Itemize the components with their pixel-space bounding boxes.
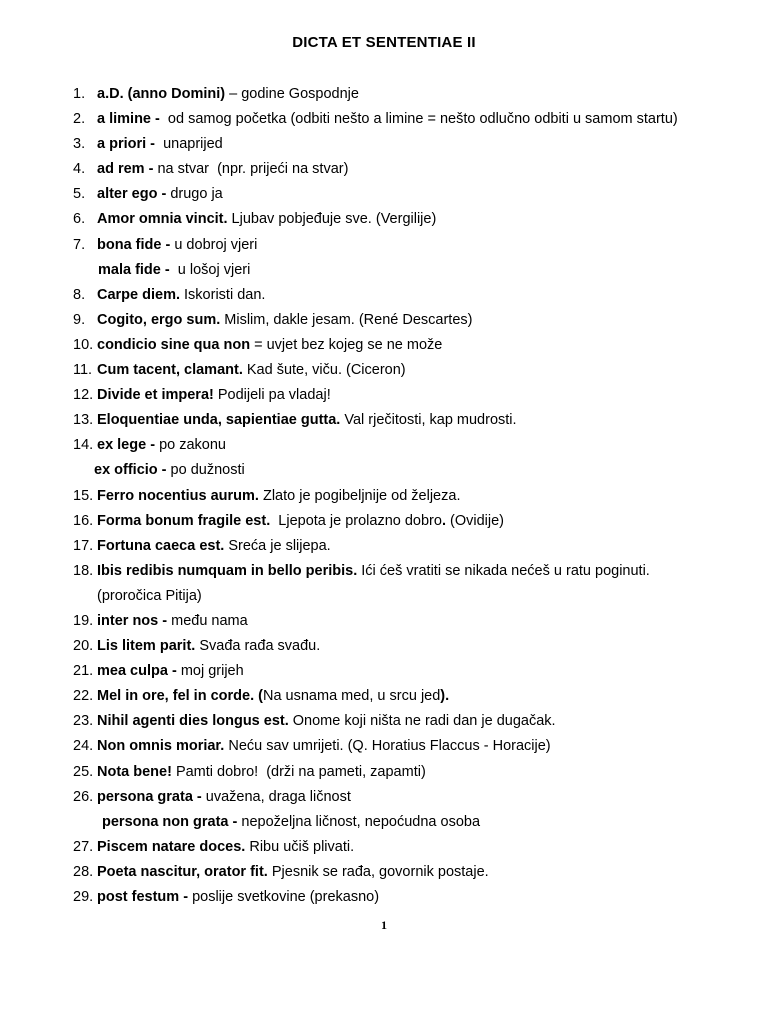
- list-item: [73, 785, 748, 810]
- item-text: [97, 659, 244, 684]
- latin-phrase: Cogito, ergo sum.: [97, 311, 221, 328]
- list-item: [73, 709, 748, 734]
- item-text: [97, 358, 406, 383]
- list-item: [73, 107, 748, 132]
- translation: drugo ja: [170, 186, 223, 203]
- item-text: [97, 484, 460, 509]
- item-number: 24.: [73, 738, 94, 755]
- translation: Iskoristi dan.: [180, 286, 266, 303]
- list-item: [73, 760, 748, 785]
- latin-phrase: Forma bonum fragile est.: [97, 512, 271, 529]
- translation: poslije svetkovine (prekasno): [192, 889, 380, 905]
- list-item: [73, 182, 748, 207]
- translation: = uvjet bez kojeg se ne može: [250, 336, 443, 353]
- list-item-continuation: [73, 810, 748, 835]
- translation: Podijeli pa vladaj!: [213, 387, 331, 404]
- latin-phrase: mala fide -: [98, 261, 174, 278]
- list-item: [73, 559, 748, 584]
- item-text: [97, 308, 472, 333]
- item-number: 12.: [73, 387, 94, 404]
- translation: Val rječitosti, kap mudrosti.: [340, 412, 517, 429]
- translation: Ljepota je prolazno dobro: [270, 512, 442, 529]
- translation: Ići ćeš vratiti se nikada nećeš u ratu poginuti.: [357, 562, 650, 579]
- item-text: [97, 734, 551, 759]
- list-item: [73, 358, 748, 383]
- item-number: 25.: [73, 763, 94, 780]
- list-item: [73, 308, 748, 333]
- item-number: 15.: [73, 487, 94, 504]
- latin-phrase: condicio sine qua non: [97, 336, 251, 353]
- list-item: [73, 233, 748, 258]
- latin-phrase: Eloquentiae unda, sapientiae gutta.: [97, 412, 341, 429]
- item-number: 4.: [73, 161, 86, 178]
- latin-phrase: Cum tacent, clamant.: [97, 362, 243, 379]
- list-item-continuation: [73, 584, 748, 609]
- list-item: [73, 383, 748, 408]
- list-item: [73, 207, 748, 232]
- latin-phrase: ex officio -: [94, 462, 171, 479]
- item-text: [97, 207, 436, 232]
- item-text: [97, 634, 320, 659]
- latin-phrase: Mel in ore, fel in corde. (: [97, 688, 263, 705]
- item-text: [97, 584, 202, 609]
- item-text: [97, 132, 223, 157]
- page-title: DICTA ET SENTENTIAE II: [292, 34, 476, 51]
- page-number: 1: [381, 918, 387, 932]
- list-item: [73, 734, 748, 759]
- item-text: [97, 684, 449, 709]
- list-item-continuation: [73, 258, 748, 283]
- item-text: [97, 408, 517, 433]
- item-number: 14.: [73, 437, 94, 454]
- latin-phrase: ).: [440, 688, 450, 705]
- item-text: [97, 233, 257, 258]
- item-number: 28.: [73, 863, 94, 880]
- translation: po zakonu: [159, 437, 226, 454]
- item-text: [97, 182, 223, 207]
- translation: (Ovidije): [445, 512, 504, 529]
- item-number: 2.: [73, 111, 86, 128]
- translation: Neću sav umrijeti. (Q. Horatius Flaccus - Horacije): [224, 738, 551, 755]
- latin-phrase: .: [441, 512, 446, 529]
- translation: Onome koji ništa ne radi dan je dugačak.: [288, 713, 556, 730]
- latin-phrase: Carpe diem.: [97, 286, 180, 303]
- sentence-list: [73, 82, 748, 910]
- translation: Pjesnik se rađa, govornik postaje.: [267, 863, 489, 880]
- item-number: 5.: [73, 186, 86, 203]
- item-number: 13.: [73, 412, 94, 429]
- item-number: 20.: [73, 638, 94, 655]
- list-item: [73, 408, 748, 433]
- list-item: [73, 885, 748, 910]
- latin-phrase: alter ego -: [97, 186, 171, 203]
- item-text: [97, 885, 379, 910]
- list-item: [73, 534, 748, 559]
- item-text: [97, 433, 226, 458]
- translation: u dobroj vjeri: [174, 236, 258, 253]
- item-text: [97, 383, 331, 408]
- item-number: 8.: [73, 286, 86, 303]
- list-item: [73, 484, 748, 509]
- translation: Sreća je slijepa.: [224, 537, 331, 554]
- translation: (proročica Pitija): [97, 587, 202, 604]
- translation: – godine Gospodnje: [225, 86, 359, 102]
- latin-phrase: persona grata -: [97, 788, 206, 805]
- latin-phrase: persona non grata -: [102, 813, 242, 830]
- translation: po dužnosti: [170, 462, 245, 479]
- item-number: 19.: [73, 612, 94, 629]
- item-text: [102, 810, 480, 835]
- latin-phrase: Non omnis moriar.: [97, 738, 225, 755]
- list-item: [73, 509, 748, 534]
- latin-phrase: Piscem natare doces.: [97, 838, 246, 855]
- list-item: [73, 860, 748, 885]
- latin-phrase: mea culpa -: [97, 663, 181, 680]
- translation: na stvar (npr. prijeći na stvar): [157, 161, 349, 178]
- translation: nepoželjna ličnost, nepoćudna osoba: [241, 813, 481, 830]
- latin-phrase: Ferro nocentius aurum.: [97, 487, 259, 504]
- translation: Zlato je pogibeljnije od željeza.: [258, 487, 461, 504]
- list-item: [73, 684, 748, 709]
- item-text: [97, 609, 248, 634]
- latin-phrase: inter nos -: [97, 612, 172, 629]
- latin-phrase: Amor omnia vincit.: [97, 211, 228, 228]
- translation: Ljubav pobjeđuje sve. (Vergilije): [227, 211, 437, 228]
- list-item: [73, 835, 748, 860]
- translation: od samog početka (odbiti nešto a limine = nešto odlučno odbiti u samom startu): [163, 111, 678, 128]
- list-item: [73, 157, 748, 182]
- item-text: [97, 509, 504, 534]
- latin-phrase: Nota bene!: [97, 763, 172, 780]
- translation: Pamti dobro! (drži na pameti, zapamti): [171, 763, 426, 780]
- list-item: [73, 659, 748, 684]
- item-text: [94, 458, 245, 483]
- latin-phrase: Fortuna caeca est.: [97, 537, 225, 554]
- latin-phrase: ex lege -: [97, 437, 160, 454]
- item-text: [97, 835, 354, 860]
- list-item: [73, 283, 748, 308]
- item-text: [97, 534, 331, 559]
- item-number: 29.: [73, 889, 94, 905]
- latin-phrase: bona fide -: [97, 236, 175, 253]
- list-item: [73, 132, 748, 157]
- translation: moj grijeh: [180, 663, 244, 680]
- item-number: 17.: [73, 537, 94, 554]
- item-number: 22.: [73, 688, 94, 705]
- latin-phrase: Poeta nascitur, orator fit.: [97, 863, 268, 880]
- item-text: [97, 559, 650, 584]
- translation: unaprijed: [159, 136, 223, 153]
- latin-phrase: Ibis redibis numquam in bello peribis.: [97, 562, 358, 579]
- item-number: 23.: [73, 713, 94, 730]
- item-number: 26.: [73, 788, 94, 805]
- item-text: [97, 860, 489, 885]
- translation: u lošoj vjeri: [173, 261, 251, 278]
- latin-phrase: a.D. (anno Domini): [97, 86, 226, 102]
- translation: Mislim, dakle jesam. (René Descartes): [220, 311, 473, 328]
- list-item: [73, 609, 748, 634]
- latin-phrase: a priori -: [97, 136, 160, 153]
- item-text: [97, 82, 359, 107]
- translation: Svađa rađa svađu.: [195, 638, 321, 655]
- translation: Ribu učiš plivati.: [245, 838, 355, 855]
- item-number: 6.: [73, 211, 86, 228]
- latin-phrase: Divide et impera!: [97, 387, 214, 404]
- item-number: 16.: [73, 512, 94, 529]
- list-item: [73, 634, 748, 659]
- latin-phrase: ad rem -: [97, 161, 158, 178]
- item-number: 9.: [73, 311, 86, 328]
- list-item: [73, 433, 748, 458]
- item-text: [98, 258, 250, 283]
- item-text: [97, 107, 678, 132]
- list-item: [73, 333, 748, 358]
- item-number: 3.: [73, 136, 86, 153]
- item-number: 21.: [73, 663, 94, 680]
- translation: Na usnama med, u srcu jed: [262, 688, 441, 705]
- latin-phrase: a limine -: [97, 111, 164, 128]
- translation: uvažena, draga ličnost: [205, 788, 351, 805]
- list-item-continuation: [73, 458, 748, 483]
- translation: Kad šute, viču. (Ciceron): [242, 362, 406, 379]
- latin-phrase: Lis litem parit.: [97, 638, 196, 655]
- item-number: 11.: [73, 362, 93, 379]
- item-number: 27.: [73, 838, 94, 855]
- item-number: 10.: [73, 336, 94, 353]
- translation: među nama: [171, 612, 248, 629]
- item-number: 7.: [73, 236, 86, 253]
- item-number: 1.: [73, 86, 86, 102]
- item-text: [97, 760, 426, 785]
- latin-phrase: post festum -: [97, 889, 193, 905]
- list-item: [73, 82, 748, 107]
- item-text: [97, 283, 265, 308]
- item-text: [97, 157, 348, 182]
- item-text: [97, 333, 442, 358]
- item-text: [97, 709, 556, 734]
- item-text: [97, 785, 351, 810]
- latin-phrase: Nihil agenti dies longus est.: [97, 713, 289, 730]
- item-number: 18.: [73, 562, 94, 579]
